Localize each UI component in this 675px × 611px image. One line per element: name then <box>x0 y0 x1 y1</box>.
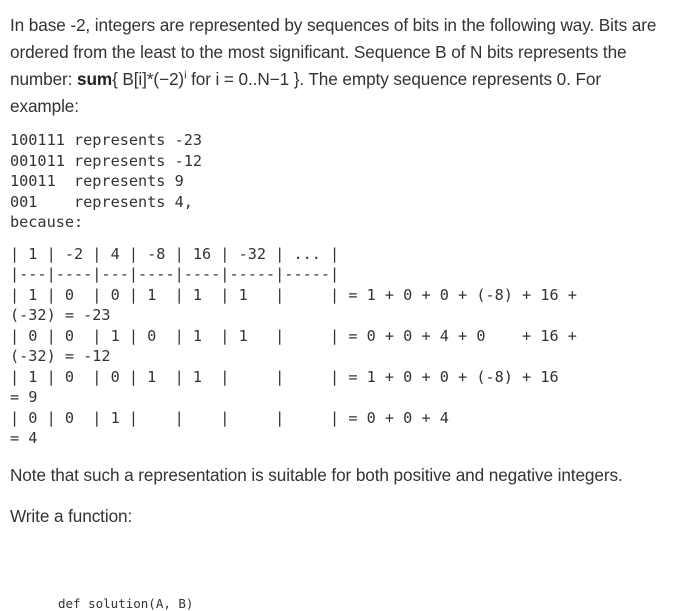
exponent: i <box>184 69 187 82</box>
sum-keyword: sum <box>77 69 113 89</box>
intro-text-2: { B[i]*(−2) <box>112 69 185 89</box>
table-line: | 1 | -2 | 4 | -8 | 16 | -32 | ... | <box>10 244 340 263</box>
example-line: 10011 represents 9 <box>10 172 184 190</box>
table-line: (-32) = -12 <box>10 347 111 365</box>
example-line: because: <box>10 213 84 231</box>
table-line: (-32) = -23 <box>10 306 111 324</box>
table-line: | 0 | 0 | 1 | | | | | = 0 + 0 + 4 <box>10 408 449 427</box>
intro-text-3: for i = 0..N−1 }. The empty sequence represents 0. For example: <box>10 69 601 116</box>
ascii-table <box>10 244 670 449</box>
intro-paragraph <box>10 12 670 120</box>
table-line: | 1 | 0 | 0 | 1 | 1 | | | = 1 + 0 + 0 + (-8) + 16 <box>10 367 559 386</box>
example-line: 001011 represents -12 <box>10 151 203 170</box>
problem-statement <box>10 12 670 530</box>
table-line: |---|----|---|----|----|-----|-----| <box>10 265 340 283</box>
table-line: = 4 <box>10 429 38 447</box>
example-line: 001 represents 4, <box>10 192 193 211</box>
intro-text-1: In base -2, integers are represented by sequences of bits in the following way. Bits are ordered from the least to the most significant. Sequence B of N bits represents the number: <box>10 15 657 89</box>
code-signature: def solution(A, B) <box>58 596 194 611</box>
table-line: | 1 | 0 | 0 | 1 | 1 | 1 | | = 1 + 0 + 0 + (-8) + 16 + <box>10 285 577 304</box>
example-line: 100111 represents -23 <box>10 131 203 149</box>
examples-block <box>10 130 670 233</box>
note-paragraph: Note that such a representation is suitable for both positive and negative integers. <box>10 464 623 485</box>
table-line: | 0 | 0 | 1 | 0 | 1 | 1 | | = 0 + 0 + 4 + 0 + 16 + <box>10 326 577 345</box>
table-line: = 9 <box>10 388 38 406</box>
write-function-paragraph: Write a function: <box>10 505 133 526</box>
